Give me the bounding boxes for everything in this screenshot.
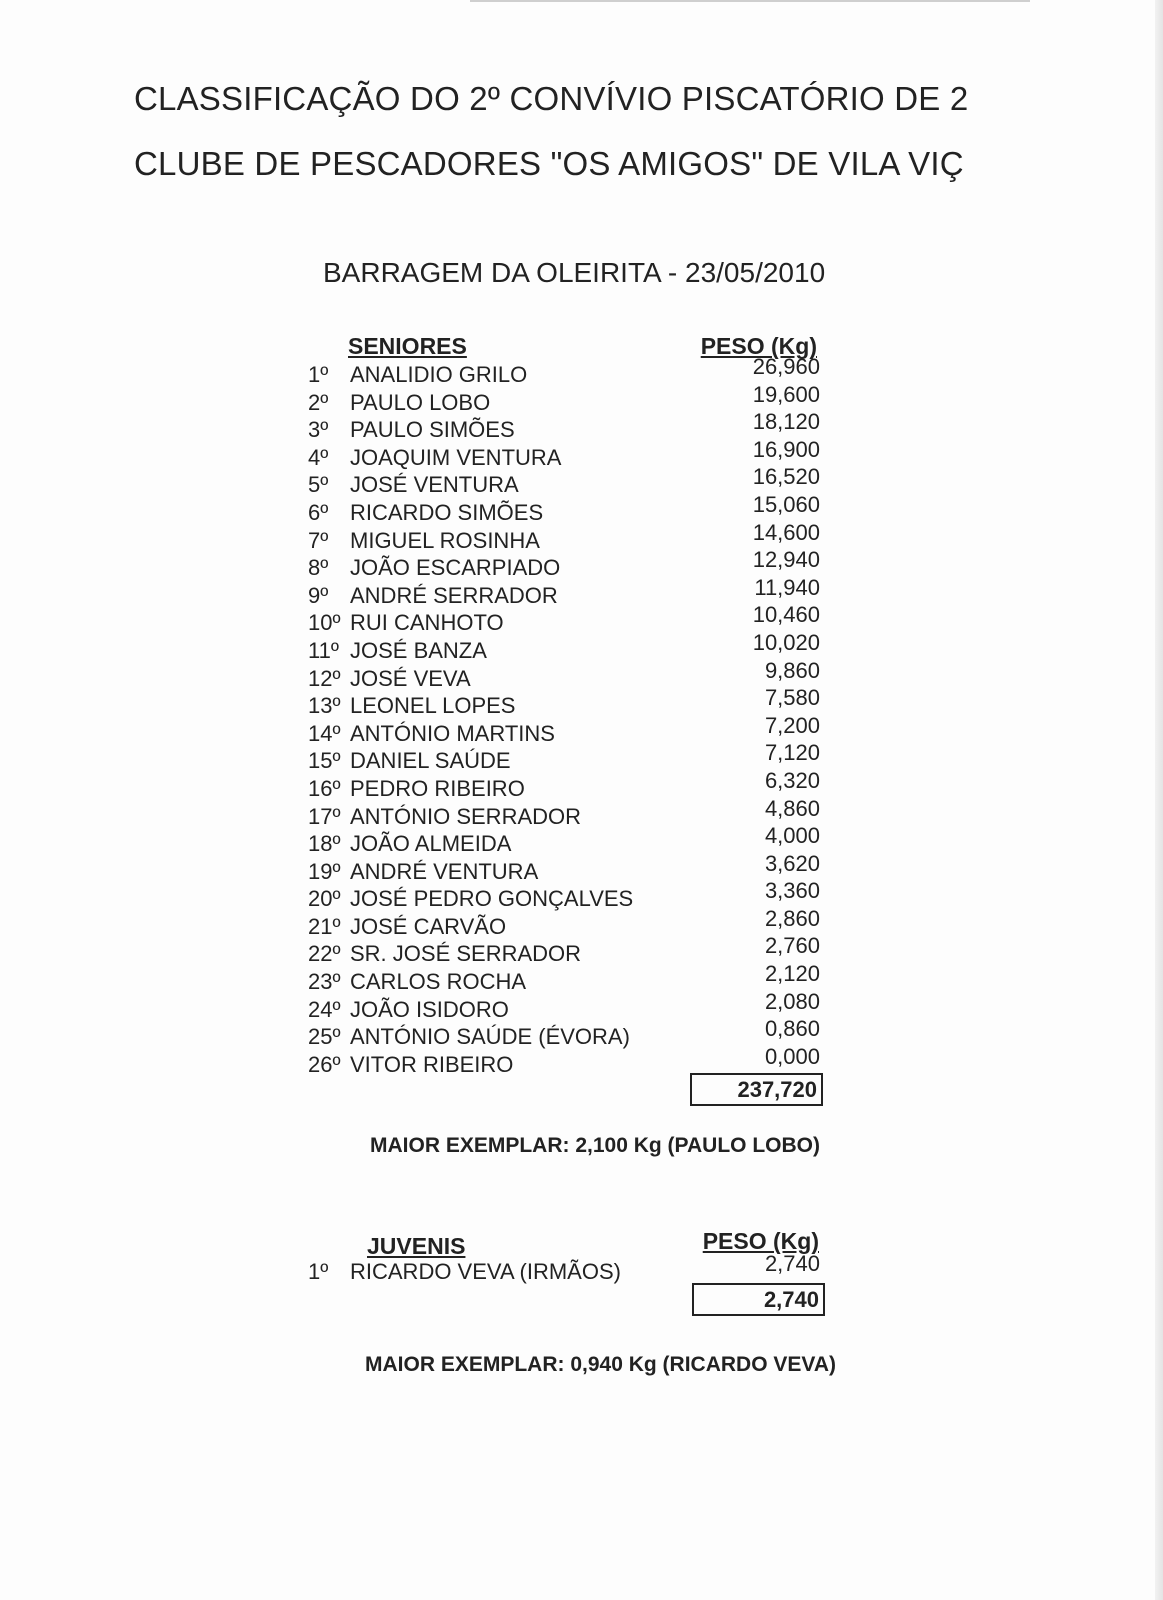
angler-name: RICARDO VEVA (IRMÃOS) <box>350 1259 621 1284</box>
angler-name: MIGUEL ROSINHA <box>350 527 540 553</box>
weight-kg: 11,940 <box>754 574 820 600</box>
weight-kg: 16,900 <box>752 436 820 462</box>
rank: 6º <box>308 499 329 525</box>
scan-right-edge <box>1155 0 1163 1600</box>
weight-kg: 10,460 <box>752 602 820 628</box>
angler-name: ANTÓNIO SAÚDE (ÉVORA) <box>350 1024 630 1050</box>
rank: 5º <box>308 472 329 498</box>
angler-name: ANTÓNIO SERRADOR <box>350 803 582 829</box>
rank: 24º <box>308 996 341 1022</box>
rank: 17º <box>308 803 341 829</box>
table-row <box>300 409 830 443</box>
weight-kg: 4,860 <box>764 795 820 821</box>
weight-kg: 26,960 <box>752 354 820 379</box>
rank: 25º <box>308 1024 341 1050</box>
juniors-heading: JUVENIS <box>367 1233 466 1259</box>
weight-kg: 2,080 <box>764 988 820 1014</box>
table-row <box>300 1016 830 1050</box>
weight-kg: 12,940 <box>752 547 820 573</box>
table-row <box>300 602 830 636</box>
weight-kg: 4,000 <box>764 823 820 849</box>
rank: 26º <box>308 1051 341 1077</box>
angler-name: JOÃO ESCARPIADO <box>350 555 561 581</box>
table-row <box>300 933 830 967</box>
weight-kg: 18,120 <box>752 409 820 435</box>
table-row <box>300 988 830 1022</box>
table-row <box>300 685 830 719</box>
rank: 1º <box>308 1259 329 1284</box>
weight-kg: 16,520 <box>752 464 820 490</box>
rank: 15º <box>308 748 341 774</box>
angler-name: PEDRO RIBEIRO <box>350 775 525 801</box>
weight-kg: 2,740 <box>764 1251 820 1276</box>
venue-date: BARRAGEM DA OLEIRITA - 23/05/2010 <box>323 257 826 288</box>
table-row <box>300 767 830 801</box>
weight-kg: 6,320 <box>764 767 820 793</box>
table-row <box>300 354 830 387</box>
rank: 9º <box>308 582 329 608</box>
seniors-list <box>300 354 830 1077</box>
table-row <box>300 795 830 829</box>
rank: 10º <box>308 610 341 636</box>
weight-kg: 14,600 <box>752 519 820 545</box>
rank: 7º <box>308 527 329 553</box>
weight-kg: 7,200 <box>764 712 820 738</box>
angler-name: DANIEL SAÚDE <box>350 748 511 774</box>
weight-kg: 7,120 <box>764 740 820 766</box>
table-row <box>300 491 830 525</box>
club-name: CLUBE DE PESCADORES "OS AMIGOS" DE VILA VIÇ <box>134 145 964 182</box>
weight-kg: 2,760 <box>764 933 820 959</box>
weight-kg: 2,120 <box>764 961 820 987</box>
table-row <box>300 629 830 663</box>
weight-kg: 3,360 <box>764 878 820 904</box>
angler-name: RUI CANHOTO <box>350 610 504 636</box>
angler-name: JOSÉ BANZA <box>350 637 487 663</box>
juniors-biggest-catch: MAIOR EXEMPLAR: 0,940 Kg (RICARDO VEVA) <box>365 1353 836 1376</box>
angler-name: JOAQUIM VENTURA <box>350 444 562 470</box>
rank: 19º <box>308 858 341 884</box>
angler-name: JOÃO ISIDORO <box>350 996 509 1022</box>
angler-name: JOSÉ VENTURA <box>350 472 519 498</box>
angler-name: PAULO SIMÕES <box>350 417 515 443</box>
table-row <box>300 961 830 995</box>
table-row <box>300 740 830 774</box>
table-row <box>300 574 830 608</box>
table-row <box>300 878 830 912</box>
rank: 14º <box>308 720 341 746</box>
table-row <box>300 657 830 691</box>
angler-name: ANTÓNIO MARTINS <box>350 720 555 746</box>
table-row <box>300 547 830 581</box>
angler-name: ANDRÉ VENTURA <box>350 858 539 884</box>
table-row <box>300 519 830 553</box>
table-row <box>300 850 830 884</box>
rank: 20º <box>308 886 341 912</box>
seniors-biggest-catch: MAIOR EXEMPLAR: 2,100 Kg (PAULO LOBO) <box>370 1134 820 1157</box>
rank: 4º <box>308 444 329 470</box>
rank: 8º <box>308 555 329 581</box>
seniors-weight-heading: PESO (Kg) <box>700 333 817 359</box>
weight-kg: 9,860 <box>764 657 820 683</box>
table-row <box>300 1043 830 1077</box>
seniors-heading: SENIORES <box>348 333 467 359</box>
angler-name: JOSÉ VEVA <box>350 665 471 691</box>
table-row <box>300 381 830 415</box>
table-row <box>300 464 830 498</box>
rank: 16º <box>308 775 341 801</box>
rank: 23º <box>308 969 341 995</box>
rank: 3º <box>308 417 329 443</box>
juniors-weight-heading: PESO (Kg) <box>702 1228 819 1254</box>
weight-kg: 0,000 <box>764 1043 820 1069</box>
weight-kg: 19,600 <box>752 381 820 407</box>
table-row <box>300 823 830 857</box>
rank: 2º <box>308 389 329 415</box>
angler-name: JOÃO ALMEIDA <box>350 831 512 857</box>
rank: 18º <box>308 831 341 857</box>
weight-kg: 7,580 <box>764 685 820 711</box>
weight-kg: 10,020 <box>752 629 820 655</box>
angler-name: JOSÉ PEDRO GONÇALVES <box>350 886 634 912</box>
rank: 13º <box>308 693 341 719</box>
rank: 11º <box>308 637 339 663</box>
weight-kg: 2,860 <box>764 905 820 931</box>
angler-name: ANDRÉ SERRADOR <box>350 582 558 608</box>
scan-top-line <box>470 0 1030 2</box>
juniors-list <box>300 1251 830 1284</box>
angler-name: ANALIDIO GRILO <box>350 362 528 387</box>
table-row <box>300 436 830 470</box>
table-row <box>300 712 830 746</box>
table-row <box>300 1251 830 1284</box>
angler-name: RICARDO SIMÕES <box>350 499 544 525</box>
weight-kg: 3,620 <box>764 850 820 876</box>
angler-name: CARLOS ROCHA <box>350 969 527 995</box>
page-title: CLASSIFICAÇÃO DO 2º CONVÍVIO PISCATÓRIO DE 2 <box>134 80 969 117</box>
angler-name: LEONEL LOPES <box>350 693 516 719</box>
rank: 1º <box>308 362 329 387</box>
angler-name: JOSÉ CARVÃO <box>350 913 507 939</box>
weight-kg: 15,060 <box>752 491 820 517</box>
seniors-total: 237,720 <box>690 1073 823 1106</box>
weight-kg: 0,860 <box>764 1016 820 1042</box>
angler-name: PAULO LOBO <box>350 389 491 415</box>
rank: 12º <box>308 665 341 691</box>
rank: 21º <box>308 913 341 939</box>
rank: 22º <box>308 941 341 967</box>
juniors-total: 2,740 <box>692 1283 825 1316</box>
angler-name: SR. JOSÉ SERRADOR <box>350 941 582 967</box>
angler-name: VITOR RIBEIRO <box>350 1051 514 1077</box>
table-row <box>300 905 830 939</box>
